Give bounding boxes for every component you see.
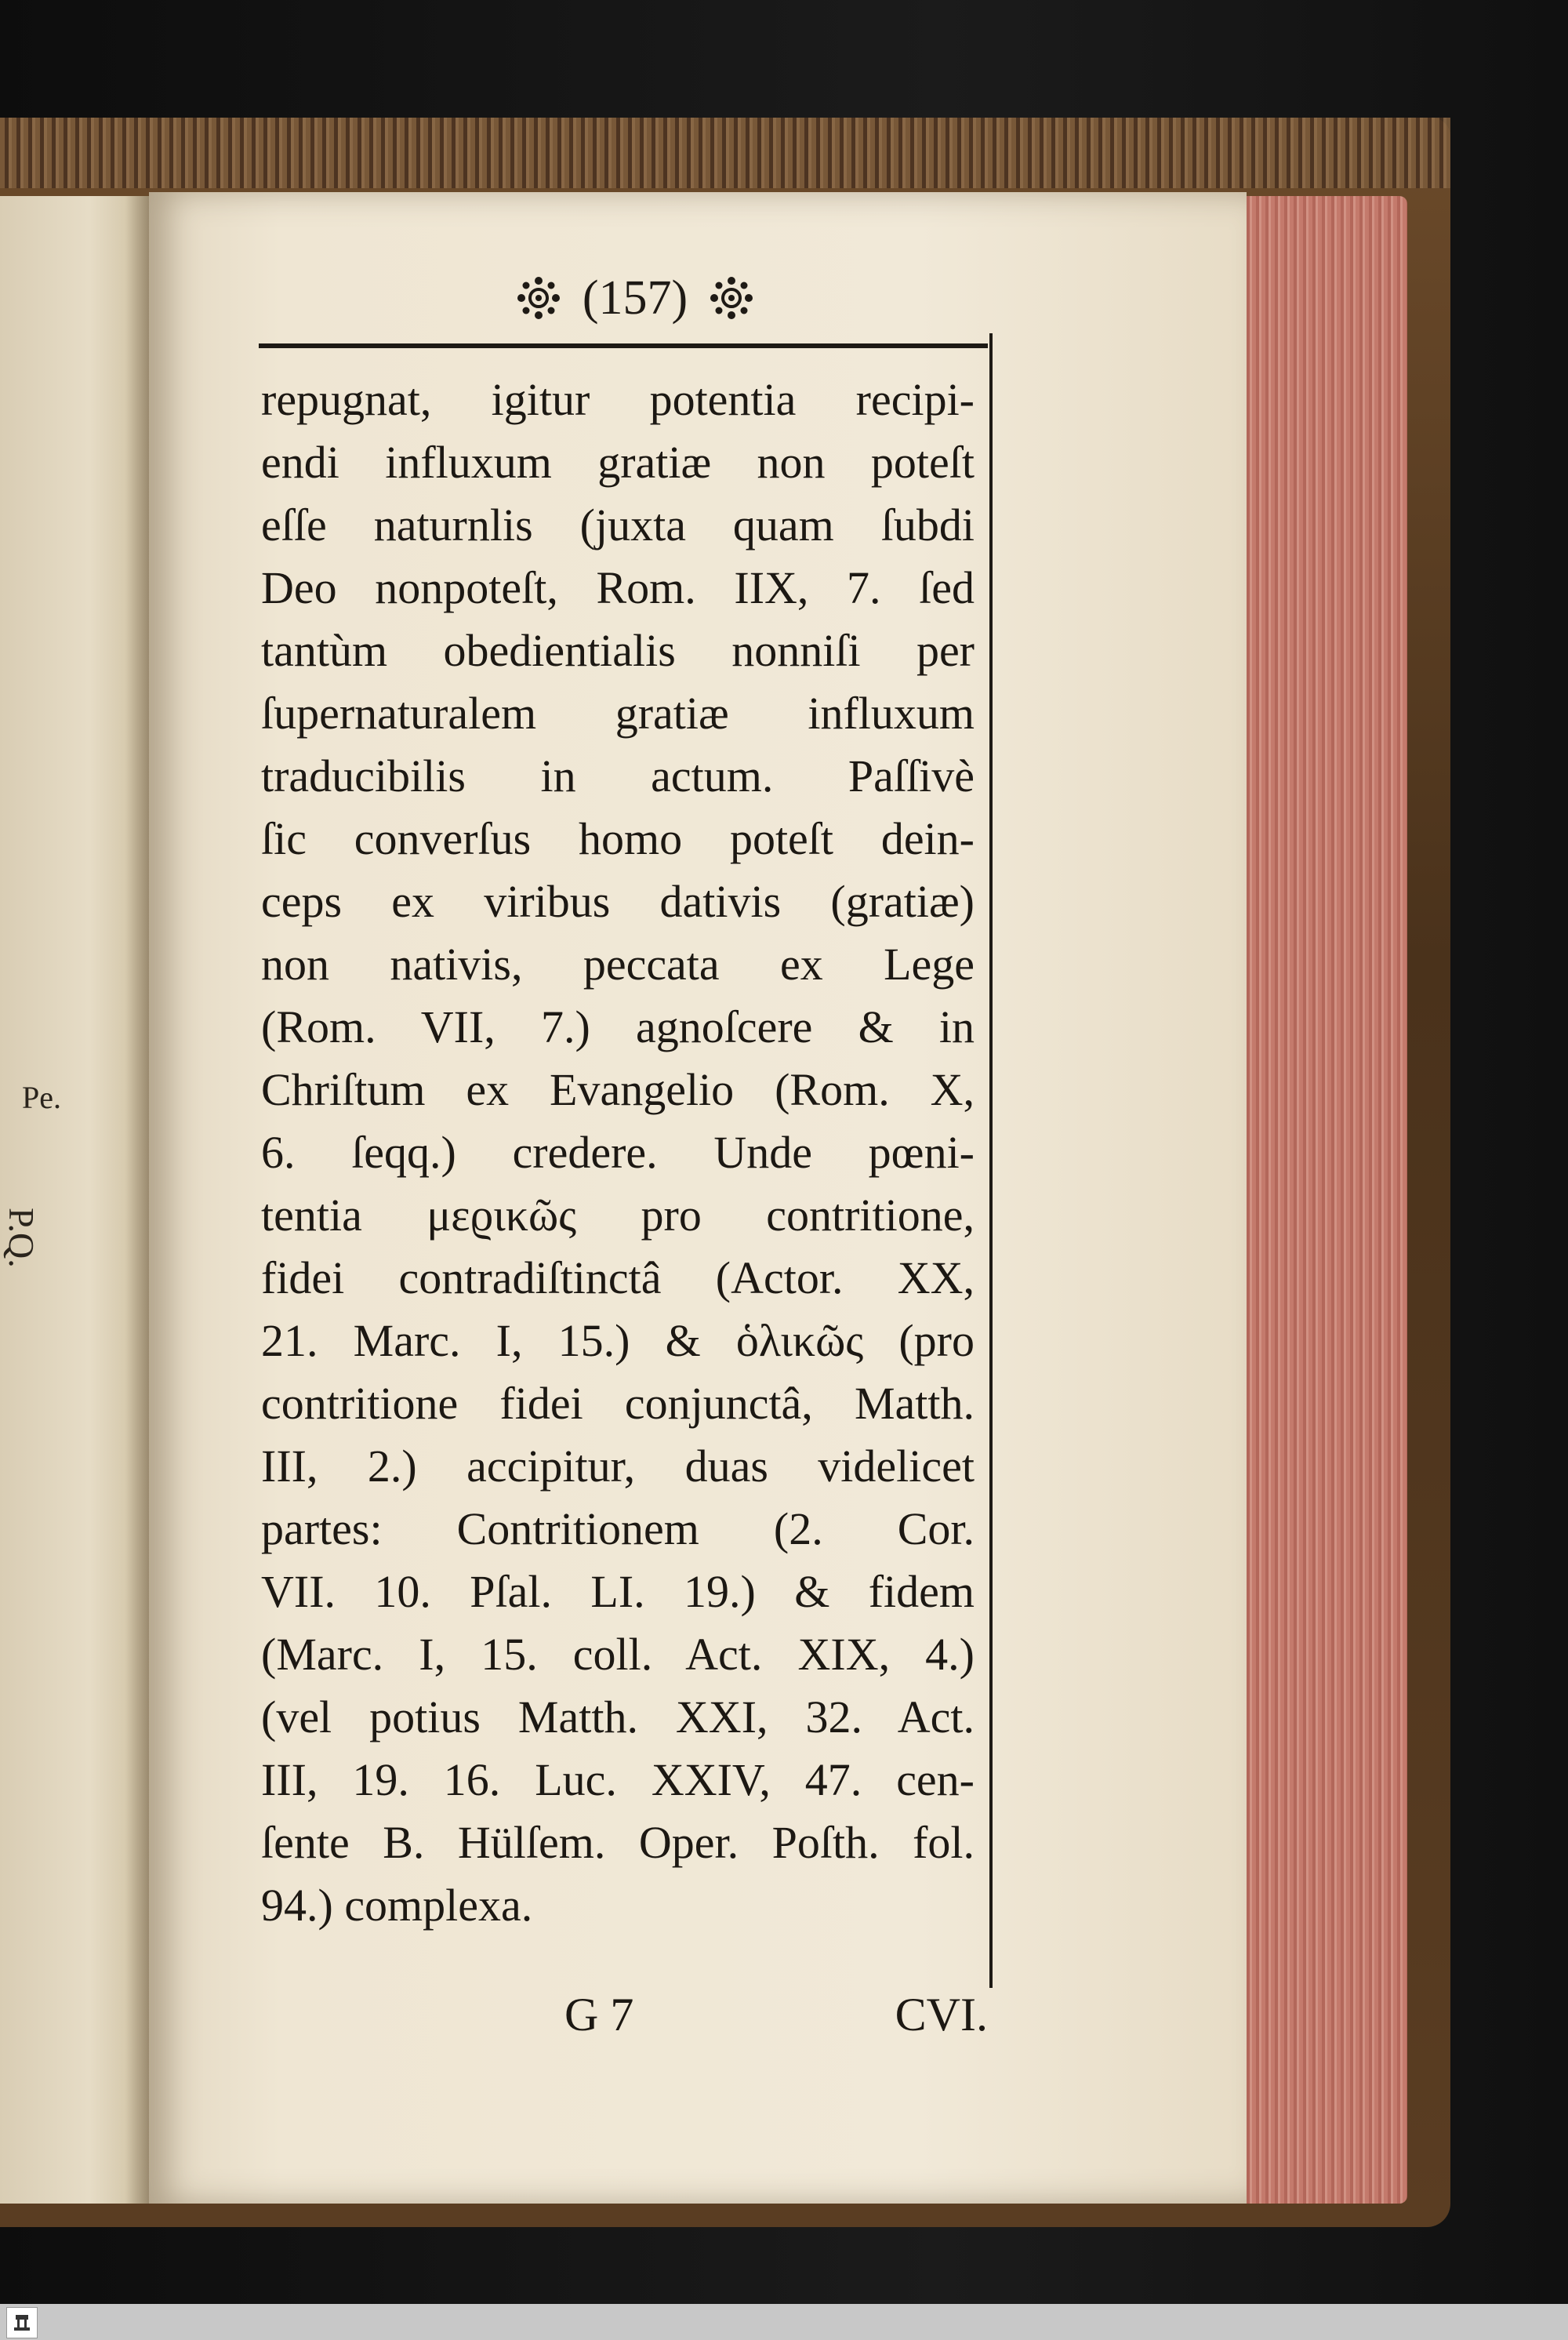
text-line: ſupernaturalem gratiæ influxum xyxy=(261,688,975,739)
text-line: endi influxum gratiæ non poteſt xyxy=(261,437,975,488)
text-line: partes: Contritionem (2. Cor. xyxy=(261,1503,975,1554)
text-line: repugnat, igitur potentia recipi- xyxy=(261,374,975,425)
text-line: 6. ſeqq.) credere. Unde pœni- xyxy=(261,1127,975,1178)
signature-mark: G 7 xyxy=(564,1989,634,2040)
page-number: (157) xyxy=(582,271,688,325)
library-logo-icon xyxy=(6,2307,38,2338)
text-line: (Rom. VII, 7.) agnoſcere & in xyxy=(261,1001,975,1052)
text-line: III, 2.) accipitur, duas videlicet xyxy=(261,1441,975,1492)
text-line: traducibilis in actum. Paſſivè xyxy=(261,750,975,801)
text-line: eſſe naturnlis (juxta quam ſubdi xyxy=(261,500,975,550)
floral-ornament-icon xyxy=(515,274,562,322)
page-header xyxy=(439,267,831,329)
previous-page xyxy=(0,196,149,2204)
text-line: (vel potius Matth. XXI, 32. Act. xyxy=(261,1691,975,1742)
page-footer xyxy=(564,1988,988,2051)
cover-top-edge xyxy=(0,118,1450,188)
fore-edge xyxy=(1243,196,1407,2204)
viewer-bottom-bar xyxy=(0,2304,1568,2340)
text-line: III, 19. 16. Luc. XXIV, 47. cen- xyxy=(261,1754,975,1805)
text-line: ſente B. Hülſem. Oper. Poſth. fol. xyxy=(261,1817,975,1868)
text-line: tantùm obedientialis nonniſi per xyxy=(261,625,975,676)
margin-note-pe: Pe. xyxy=(22,1080,61,1115)
margin-note-pq: P.Q. xyxy=(2,1208,42,1268)
text-line: Chriſtum ex Evangelio (Rom. X, xyxy=(261,1064,975,1115)
text-line: contritione fidei conjunctâ, Matth. xyxy=(261,1378,975,1429)
margin-rule xyxy=(989,333,993,1988)
page-gutter xyxy=(125,196,149,2204)
text-line: non nativis, peccata ex Lege xyxy=(261,939,975,990)
text-line: 94.) complexa. xyxy=(261,1880,533,1931)
header-rule xyxy=(259,343,988,348)
body-text xyxy=(261,369,975,1937)
floral-ornament-icon xyxy=(708,274,755,322)
text-line: tentia μεϱικῶς pro contritione, xyxy=(261,1190,975,1241)
text-line: fidei contradiſtinctâ (Actor. XX, xyxy=(261,1252,975,1303)
text-line: ſic converſus homo poteſt dein- xyxy=(261,813,975,864)
catchword: CVI. xyxy=(895,1989,988,2040)
text-line: ceps ex viribus dativis (gratiæ) xyxy=(261,876,975,927)
text-line: VII. 10. Pſal. LI. 19.) & fidem xyxy=(261,1566,975,1617)
text-line: (Marc. I, 15. coll. Act. XIX, 4.) xyxy=(261,1629,975,1680)
text-line: Deo nonpoteſt, Rom. IIX, 7. ſed xyxy=(261,562,975,613)
text-line: 21. Marc. I, 15.) & ὁλικῶς (pro xyxy=(261,1315,975,1366)
